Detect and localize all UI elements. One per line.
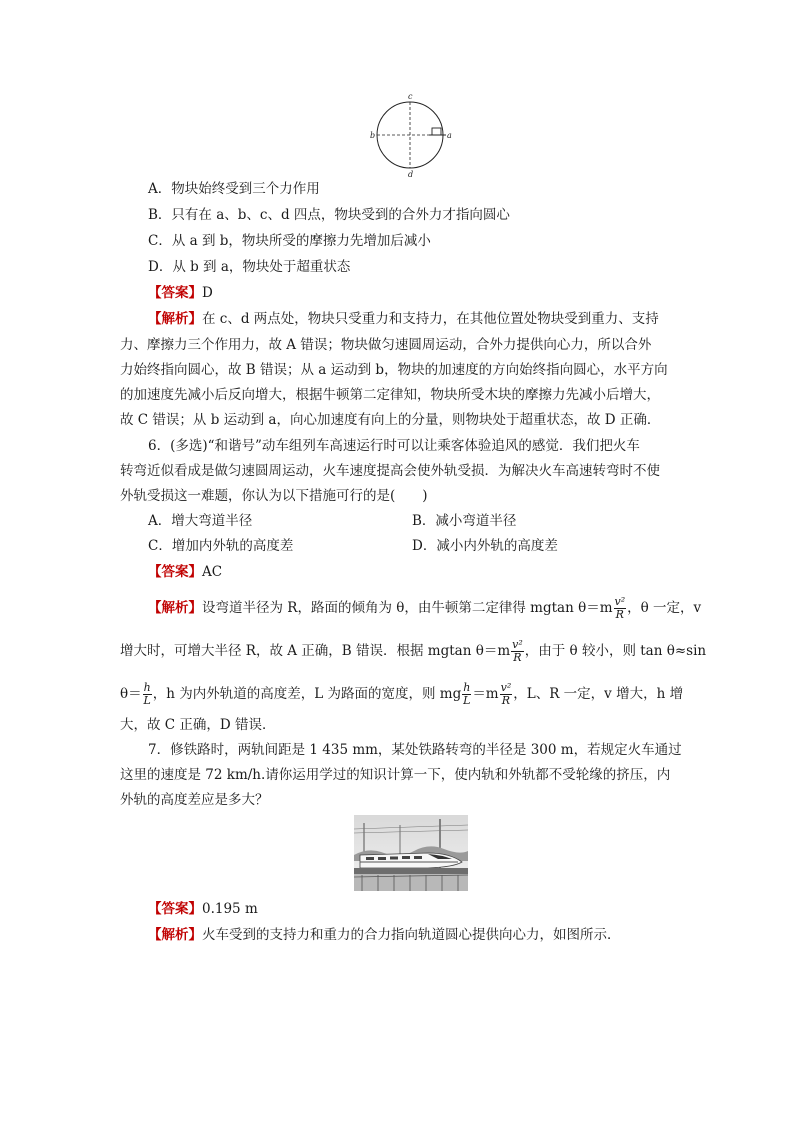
q6-analysis-line-1: 【解析】设弯道半径为 R，路面的倾角为 θ，由牛顿第二定律得 mgtan θ＝m $\frac{\text{v²}}{R}$ ，θ 一定，v (148, 595, 702, 621)
q7-stem-line-2: 这里的速度是 72 km/h.请你运用学过的知识计算一下，使内轨和外轨都不受轮缘的挤压，内 (120, 767, 671, 783)
fraction-h-over-l: $\frac{h}{L}$ (143, 681, 151, 707)
label-d: d (408, 170, 414, 178)
q5-analysis-line-1 (148, 310, 659, 328)
answer-tag: 【答案】 (148, 285, 202, 301)
q7-answer (148, 900, 258, 918)
block-icon (432, 128, 441, 135)
q6-analysis-line-4: 大，故 C 正确，D 错误． (120, 717, 276, 733)
analysis-tag: 【解析】 (148, 311, 202, 327)
q6-option-b: B．减小弯道半径 (412, 513, 517, 529)
q5-option-b: B．只有在 a、b、c、d 四点，物块受到的合外力才指向圆心 (148, 207, 510, 223)
answer-value: AC (202, 564, 223, 580)
analysis-text: 在 c、d 两点处，物块只受重力和支持力，在其他位置处物块受到重力、支持 (202, 311, 659, 327)
label-a: a (447, 131, 452, 140)
q5-analysis-line-5: 故 C 错误；从 b 运动到 a，向心加速度有向上的分量，则物块处于超重状态，故 D 正确． (120, 412, 661, 428)
q7-stem-line-3: 外轨的高度差应是多大？ (120, 792, 269, 808)
q5-analysis-line-2: 力、摩擦力三个作用力，故 A 错误；物块做匀速圆周运动，合外力提供向心力，所以合外 (120, 337, 652, 353)
analysis-text: 设弯道半径为 R，路面的倾角为 θ，由牛顿第二定律得 mgtan θ＝m (202, 600, 613, 616)
analysis-tag: 【解析】 (148, 927, 202, 943)
answer-tag: 【答案】 (148, 564, 202, 580)
q7-stem-line-1: 7．修铁路时，两轨间距是 1 435 mm，某处铁路转弯的半径是 300 m，若规定火车通过 (148, 742, 682, 758)
circle-diagram (368, 92, 456, 178)
q5-analysis-line-4: 的加速度先减小后反向增大，根据牛顿第二定律知，物块所受木块的摩擦力先减小后增大， (120, 387, 660, 403)
answer-tag: 【答案】 (148, 901, 202, 917)
q6-option-c: C．增加内外轨的高度差 (148, 538, 294, 554)
q5-answer (148, 284, 213, 302)
analysis-text: 火车受到的支持力和重力的合力指向轨道圆心提供向心力，如图所示． (202, 927, 621, 943)
q6-stem-line-3: 外轨受损这一难题，你认为以下措施可行的是( ) (120, 488, 428, 504)
q6-stem-line-1: 6．(多选)“和谐号”动车组列车高速运行时可以让乘客体验追风的感觉．我们把火车 (148, 438, 640, 454)
q6-option-a: A．增大弯道半径 (148, 513, 253, 529)
answer-value: D (202, 285, 213, 301)
q5-option-a: A．物块始终受到三个力作用 (148, 181, 320, 197)
analysis-tag: 【解析】 (148, 600, 202, 616)
q6-answer (148, 563, 222, 581)
fraction-v2-over-r: $\frac{\text{v²}}{R}$ (512, 638, 523, 664)
q7-analysis-line-1 (148, 926, 621, 944)
label-b: b (370, 131, 376, 140)
q6-analysis-line-3: θ＝ $\frac{h}{L}$ ，h 为内外轨道的高度差，L 为路面的宽度，则 mg $\frac{h}{L}$ ＝m $\frac{\text{v²}}{R}$ ，L、R 一定，v 增大，h 增 (120, 681, 684, 707)
fraction-v2-over-r: $\frac{\text{v²}}{R}$ (614, 595, 626, 621)
q6-stem-line-2: 转弯近似看成是做匀速圆周运动，火车速度提高会使外轨受损．为解决火车高速转弯时不使 (120, 463, 660, 479)
fraction-h-over-l: $\frac{h}{L}$ (463, 681, 471, 707)
q5-option-d: D．从 b 到 a，物块处于超重状态 (148, 259, 351, 275)
q5-analysis-line-3: 力始终指向圆心，故 B 错误；从 a 运动到 b，物块的加速度的方向始终指向圆心，水平方向 (120, 362, 668, 378)
train-photo (354, 815, 468, 891)
q5-option-c: C．从 a 到 b，物块所受的摩擦力先增加后减小 (148, 233, 431, 249)
answer-value: 0.195 m (202, 901, 258, 917)
q6-analysis-line-2: 增大时，可增大半径 R，故 A 正确，B 错误．根据 mgtan θ＝m $\frac{\text{v²}}{R}$ ，由于 θ 较小，则 tan θ≈sin (120, 638, 707, 664)
q6-option-d: D．减小内外轨的高度差 (412, 538, 558, 554)
label-c: c (408, 92, 413, 101)
fraction-v2-over-r: $\frac{\text{v²}}{R}$ (500, 681, 512, 707)
